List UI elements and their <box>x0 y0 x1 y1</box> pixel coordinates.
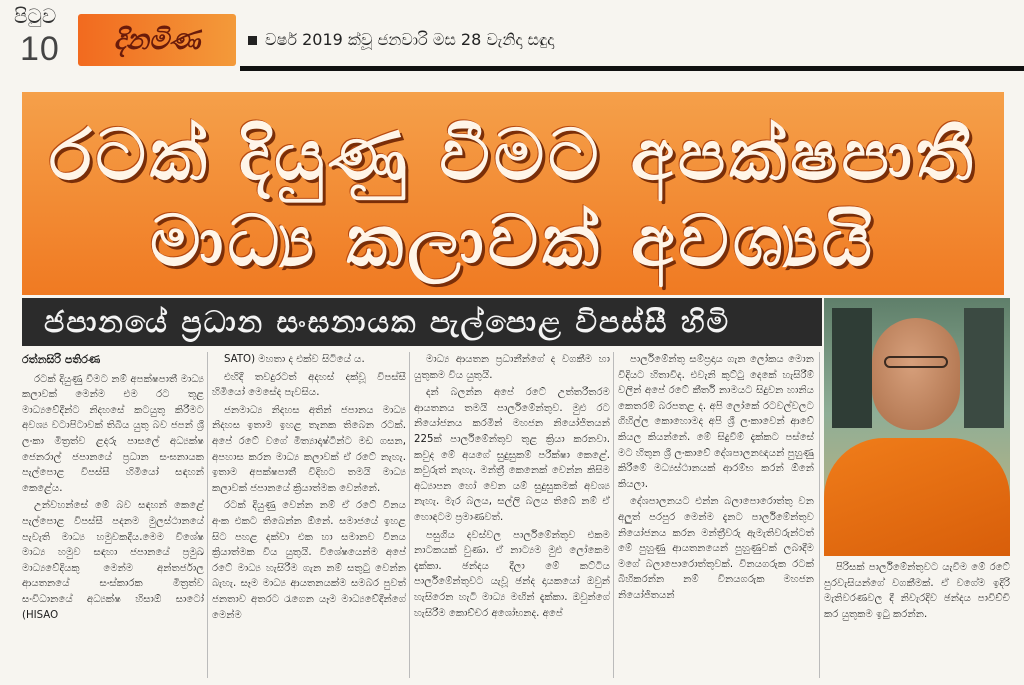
byline: රත්නසිරි පතිරණ <box>22 353 101 366</box>
dateline-text: වර්ෂ 2019 ක්වූ ජනවාරි මස 28 වැනිදා සඳුදා <box>265 30 555 49</box>
paragraph: උන්වහන්සේ මේ බව සඳහන් කෙළේ පැල්පොළ විපස්සී පදනම මුලස්ථානයේ පැවැති මාධ්‍ය හමුවකදීය.මෙම විශේෂ මාධ්‍ය හමුව සඳහා ජපානයේ ප්‍රමුඛ මාධ්‍යවේදියකු මෙන්ම අන්තර්ජාල ආයතනයේ සංස්කාරක මිත්‍රත්ව සංවිධානයේ අධ්‍යක්ෂ හිසාඕ සාටෝ (HISAO <box>22 500 204 621</box>
paragraph: එහිදී තවදුරටත් අදහස් දක්වූ විපස්සී හිමියෝ මෙසේද පැවසිය. <box>212 371 406 399</box>
masthead-rule <box>240 66 1024 71</box>
portrait-head <box>872 318 960 430</box>
newspaper-logo: දිනමිණ <box>78 14 236 66</box>
article-column-4 <box>618 352 814 678</box>
paragraph: රටක් දියුණු වීමට නම් අපක්ෂපාතී මාධ්‍ය කලාවක් මෙන්ම එම රට තුළ මාධ්‍යවේදීන්ට නිදහසේ කටයුතු කිරීමට අවශ්‍ය වටාපිටාවක් තිබිය යුතු බව ජපන් ශ්‍රී ලංකා මිත්‍රත්ව ළදරු පාසලේ අධ්‍යක්ෂ ජෙනරාල් ජපානයේ ප්‍රධාන සංඝනායක පැල්පොළ විපස්සී හිමියෝ සඳහන් කෙළේය. <box>22 373 204 494</box>
paragraph: පසුගිය දවස්වල පාර්ලිමේන්තුව එකම නාටකයක් වුණා. ඒ නාට්‍යම මුළු ලෝකෙම දැක්කා. ඡන්දය දීලා මේ කට්ටිය පාර්ලිමේන්තුවට යැවූ ඡන්ද දායකයෝ ඔවුන් හැසිරෙන හැටි මාධ්‍ය මඟින් දැක්කා. ඔවුන්ගේ හැසිරීම කොච්චර අශෝභනද. අපේ <box>414 529 610 619</box>
column-divider <box>207 352 208 678</box>
headline-banner <box>22 92 1004 295</box>
paragraph: ජනමාධ්‍ය නිදහස අතින් ජපානය මාධ්‍ය නිදහස ඉතාම ඉහළ තැනක තිබෙන රටක්. අපේ රටේ වගේ මිත්‍යාදෘෂ්ටීන්ට මඩ ගසන, අපහාස කරන මාධ්‍ය කලාවක් ඒ රටේ නැහැ. ඉතාම අපක්ෂපාතී විදිහට තමයි මාධ්‍ය කලාවක් ජපානයේ ක්‍රියාත්මක වෙන්නේ. <box>212 404 406 494</box>
page-label: පිටුව <box>14 4 57 28</box>
paragraph: SATO) මහතා ද එක්ව සිටියේ ය. <box>224 354 365 365</box>
headline-line-2: මාධ්‍ය කලාවක් අවශ්‍යයි <box>150 200 876 282</box>
paragraph: රටක් දියුණු වෙන්න නම් ඒ රටේ විනය අංක එකට තිබෙන්න ඕනේ. සමාජයේ ඉහළ සිට පහළ දක්වා එක හා සමානව විනය ක්‍රියාත්මක විය යුතුයි. විශේෂයෙන්ම අපේ රටේ මාධ්‍ය හැසිරීම ගැන නම් සතුටු වෙන්න බැහැ. සෑම මාධ්‍ය ආයතනයක්ම සමබර පුවත් ජනතාව අතරට රැගෙන යෑම මාධ්‍යවේදීන්ගේ මෙන්ම <box>212 500 406 621</box>
robe <box>824 438 1010 556</box>
article-column-5 <box>824 560 1010 678</box>
paragraph: දන් බලන්න අපේ රටේ උත්තරීතරම ආයතනය තමයි පාර්ලිමේන්තුව. මුළු රට නියෝජනය කරමින් මහජන නියෝජිතයන් 225ක් පාර්ලිමේන්තුව තුළ ක්‍රියා කරනවා. කවුද මේ අයගේ සුදුසුකම් පරීක්ෂා කෙළේ. කවුරුත් නැහැ. මන්ත්‍රී කෙනෙක් වෙන්න කිසිම අධ්‍යාපන හෝ වෙන යම් සුදුසුකමක් අවශ්‍ය නැහැ. මැර බලය, සල්ලි බලය තිබේ නම් ඒ හොඳටම ප්‍රමාණවත්. <box>414 387 610 523</box>
masthead <box>0 0 1024 72</box>
glasses <box>884 356 948 368</box>
article-column-1 <box>22 352 204 678</box>
article-column-2 <box>212 352 406 678</box>
headline-line-1: රටක් දියුණු වීමට අපක්ෂපාතී <box>49 114 977 196</box>
column-divider <box>819 352 820 678</box>
paragraph: මාධ්‍ය ආයතන ප්‍රධානීන්ගේ ද වගකීම හා යුතුකම විය යුතුයි. <box>414 354 610 381</box>
article-column-3 <box>414 352 610 678</box>
paragraph: පිරිසක් පාර්ලිමේන්තුවට යැවීම මේ රටේ පුරවැසියන්ගේ වගකීමක්. ඒ වගේම ඉදිරි මැතිවරණවල දී නිවැරදිව ඡන්දය පාවිච්චි කර යුතුකම ඉටු කරන්න. <box>824 562 1010 620</box>
square-bullet-icon <box>248 36 257 45</box>
monk-photo <box>824 298 1010 556</box>
paragraph: දේශපාලනයට එන්න බලාපොරොත්තු වන අලුත් පරපුර මෙන්ම දැනට පාර්ලිමේන්තුව නියෝජනය කරන මන්ත්‍රීවරු ඇමැතිවරුන්ටත් මේ පුහුණු ආයතනයෙන් පුහුණුවක් ලබාදීම මගේ බලාපොරොත්තුවක්. විනයගරුක රටක් බිහිකරන්න නම් විනයගරුක මහජන නියෝජිතයන් <box>618 496 814 601</box>
column-divider <box>409 352 410 678</box>
dateline <box>248 30 554 50</box>
subheadline: ජපානයේ ප්‍රධාන සංඝනායක පැල්පොළ විපස්සී හිමි <box>22 298 822 346</box>
column-divider <box>613 352 614 678</box>
page-number: 10 <box>20 30 60 68</box>
paragraph: පාර්ලිමේන්තු සම්ප්‍රදාය ගැන ලෝකය මොන විදියට හිතාවිද. එවැනි කුට්ටු දෙකේ හැසිරීම් වලින් අපේ රටේ කීර්ති නාමයට සිදුවන හානිය කෙතරම් බරපතළ ද. අපි ලෝකේ රටවල්වලට ගිහිල්ල කොහොමද අපි ශ්‍රී ලංකාවෙන් ආවේ කියල කියන්නේ. මේ සිදුවීම් දැක්කට පස්සේ මට හිතුන ශ්‍රී ලංකාවේ දේශපාලනඥයන් පුහුණු කිරීමේ මධ්‍යස්ථානයක් ආරම්භ කරන් ඕනේ කියලා. <box>618 354 814 490</box>
